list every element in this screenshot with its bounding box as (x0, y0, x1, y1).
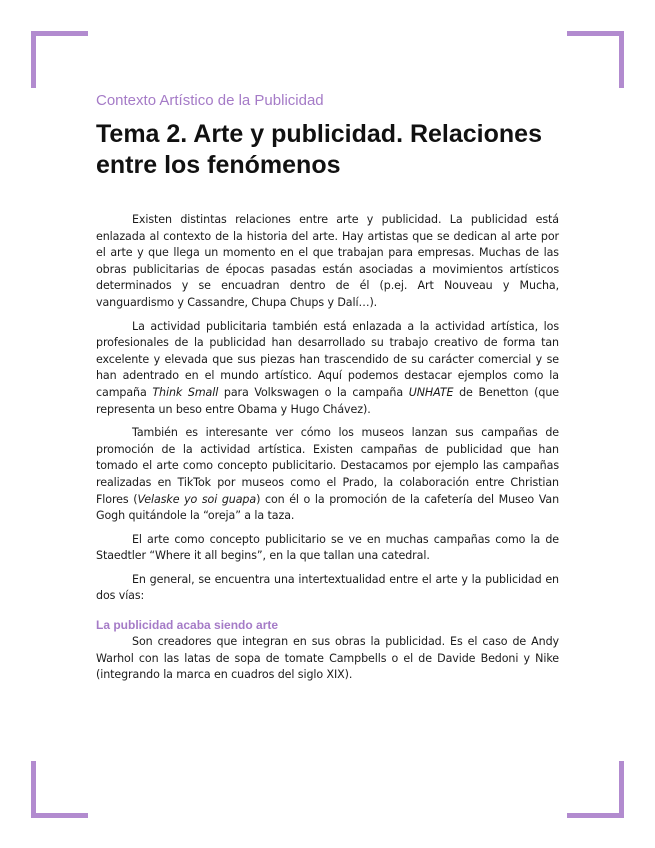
body-paragraph (96, 212, 559, 312)
corner-bracket-bottom-left (31, 761, 88, 818)
body-paragraph (96, 425, 559, 525)
text-run: El arte como concepto publicitario se ve en muchas campañas como la de Staedtler “Where it all begins”, en la que tallan una catedral. (96, 532, 559, 563)
text-run: Existen distintas relaciones entre arte y publicidad. La publicidad está enlazada al contexto de la historia del arte. Hay artistas que se dedican al arte por el arte y que llega un momento en el que trabajan para empresas. Muchas de las obras publicitarias de épocas pasadas están asociadas a movimientos artísticos determinados y se encuadran dentro de él (p.ej. Art Nouveau y Mucha, vanguardismo y Cassandre, Chupa Chups y Dalí…). (96, 213, 559, 309)
italic-run: UNHATE (408, 385, 454, 399)
section-paragraph: Son creadores que integran en sus obras la publicidad. Es el caso de Andy Warhol con las latas de sopa de tomate Campbells o el de Davide Bedoni y Nike (integrando la marca en cuadros del siglo XIX). (96, 635, 559, 682)
italic-run: Velaske yo soi guapa (137, 492, 257, 506)
corner-bracket-top-right (567, 31, 624, 88)
page-content (96, 92, 559, 691)
text-run: para Volkswagen o la campaña (218, 385, 409, 399)
section-heading: La publicidad acaba siendo arte (96, 618, 279, 633)
text-run: de Benetton (que representa un beso entre Obama y Hugo Chávez). (96, 385, 559, 416)
page-title: Tema 2. Arte y publicidad. Relaciones entre los fenómenos (96, 120, 542, 179)
body-paragraphs (96, 212, 559, 605)
text-run: También es interesante ver cómo los museos lanzan sus campañas de promoción de la actividad artística. Existen campañas de publicidad que han tomado el arte como concepto publicitario. Destacamos por ejemplo las campañas realizadas en TikTok por museos como el Prado, la colaboración entre Christian Flores ( (96, 426, 559, 506)
body-paragraph (96, 572, 559, 605)
body-paragraph (96, 319, 559, 419)
corner-bracket-top-left (31, 31, 88, 88)
text-run: La actividad publicitaria también está enlazada a la actividad artística, los profesionales de la publicidad han desarrollado su trabajo creativo de forma tan excelente y elevada que sus piezas han trascendido de su carácter comercial y se han adentrado en el mundo artístico. Aquí podemos destacar ejemplos como la campaña (96, 319, 559, 399)
text-run: En general, se encuentra una intertextualidad entre el arte y la publicidad en dos vías: (96, 572, 559, 603)
body-paragraph (96, 532, 559, 565)
italic-run: Think Small (152, 385, 219, 399)
section-kicker: Contexto Artístico de la Publicidad (96, 92, 324, 109)
corner-bracket-bottom-right (567, 761, 624, 818)
text-run: ) con él o la promoción de la cafetería del Museo Van Gogh quitándole la “oreja” a la taza. (96, 492, 560, 523)
